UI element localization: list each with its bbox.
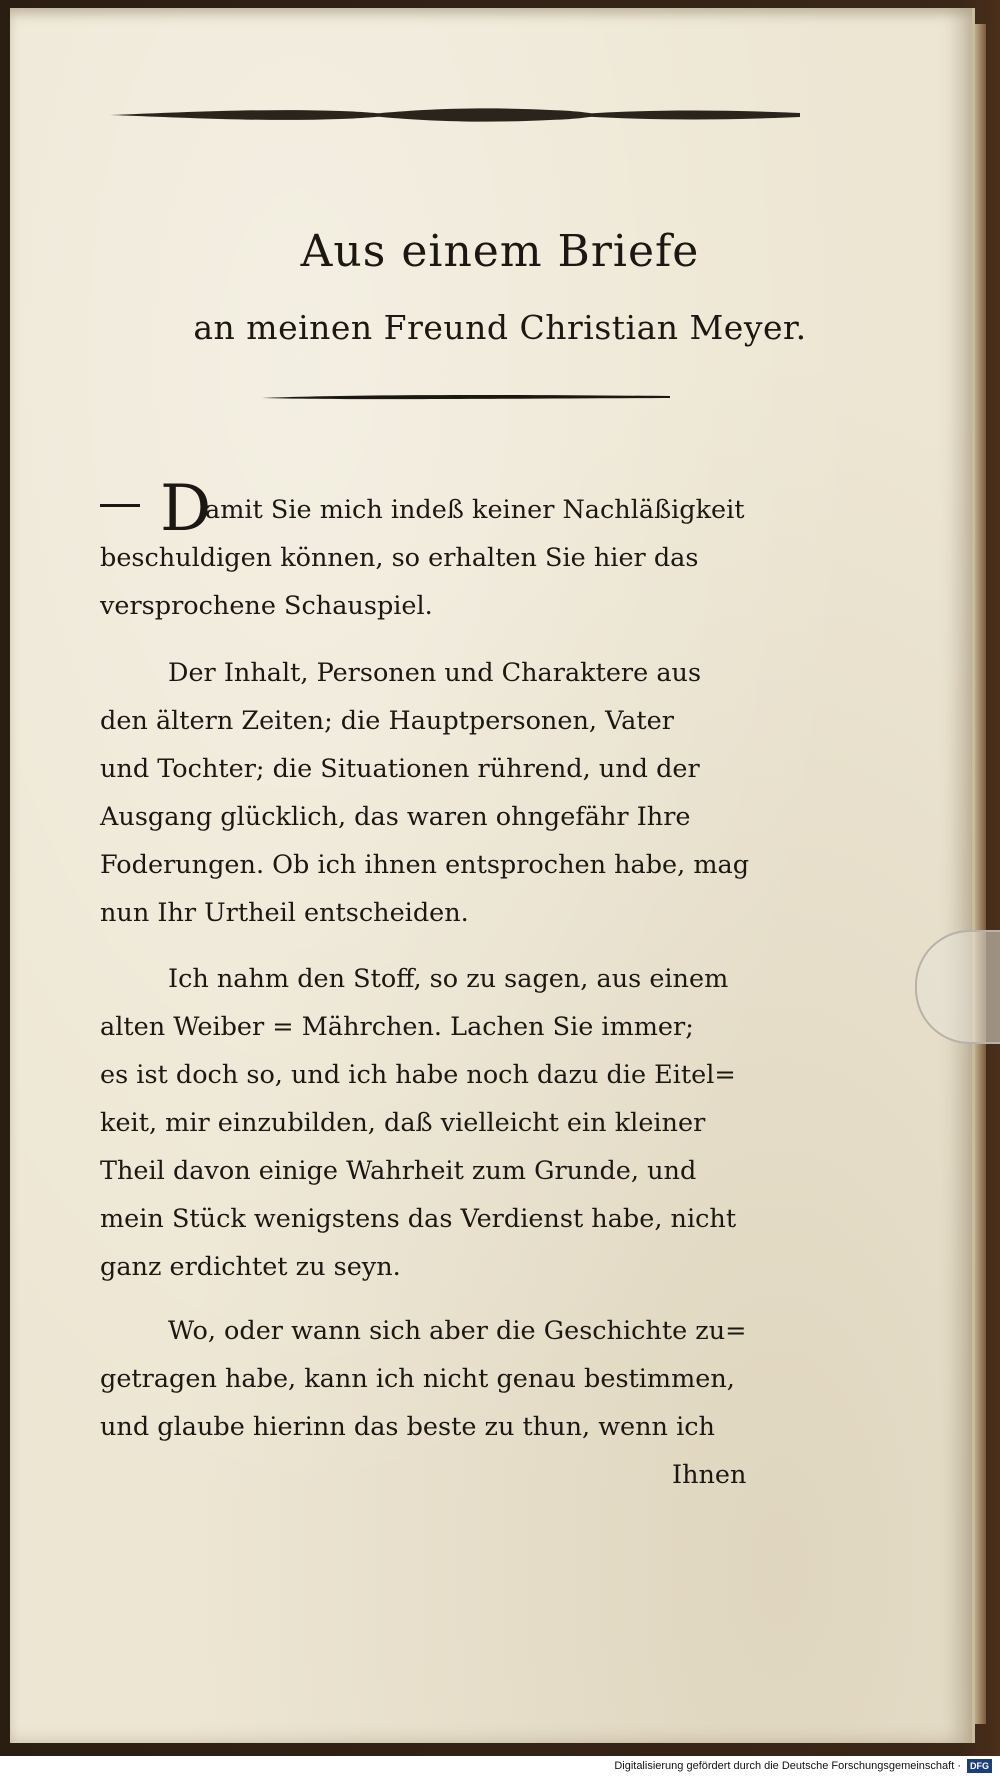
letter-title: Aus einem Briefe (300, 226, 700, 277)
text-line: Der Inhalt, Personen und Charaktere aus (168, 658, 702, 688)
text-line: Wo, oder wann sich aber die Geschichte zu= (168, 1316, 747, 1346)
dfg-logo: DFG (967, 1759, 992, 1773)
text-line: Foderungen. Ob ich ihnen entsprochen habe, mag (100, 850, 750, 880)
text-line: amit Sie mich indeß keiner Nachläßigkeit (205, 495, 745, 525)
footer-credit: Digitalisierung gefördert durch die Deutsche Forschungsgemeinschaft · (614, 1760, 961, 1773)
digitization-footer (0, 1756, 1000, 1776)
text-line: Ausgang glücklich, das waren ohngefähr Ihre (100, 802, 691, 832)
em-dash (100, 504, 140, 507)
text-line: und glaube hierinn das beste zu thun, wenn ich (100, 1412, 715, 1442)
text-line: alten Weiber = Mährchen. Lachen Sie immer; (100, 1012, 694, 1042)
drop-cap: D (160, 472, 212, 546)
text-line: getragen habe, kann ich nicht genau bestimmen, (100, 1364, 735, 1394)
text-line: Theil davon einige Wahrheit zum Grunde, und (100, 1156, 697, 1186)
text-line: nun Ihr Urtheil entscheiden. (100, 898, 469, 928)
title-rule (262, 392, 670, 402)
header-ornament (110, 102, 800, 128)
text-line: den ältern Zeiten; die Hauptpersonen, Vater (100, 706, 674, 736)
catchword: Ihnen (672, 1460, 747, 1490)
text-line: keit, mir einzubilden, daß vielleicht ein kleiner (100, 1108, 706, 1138)
text-line: Ich nahm den Stoff, so zu sagen, aus einem (168, 964, 729, 994)
text-line: ganz erdichtet zu seyn. (100, 1252, 401, 1282)
letter-subtitle: an meinen Freund Christian Meyer. (193, 308, 807, 347)
text-line: versprochene Schauspiel. (100, 591, 433, 621)
text-line: mein Stück wenigstens das Verdienst habe, nicht (100, 1204, 737, 1234)
text-line: beschuldigen können, so erhalten Sie hier das (100, 543, 699, 573)
text-line: es ist doch so, und ich habe noch dazu die Eitel= (100, 1060, 736, 1090)
text-line: und Tochter; die Situationen rührend, und der (100, 754, 700, 784)
